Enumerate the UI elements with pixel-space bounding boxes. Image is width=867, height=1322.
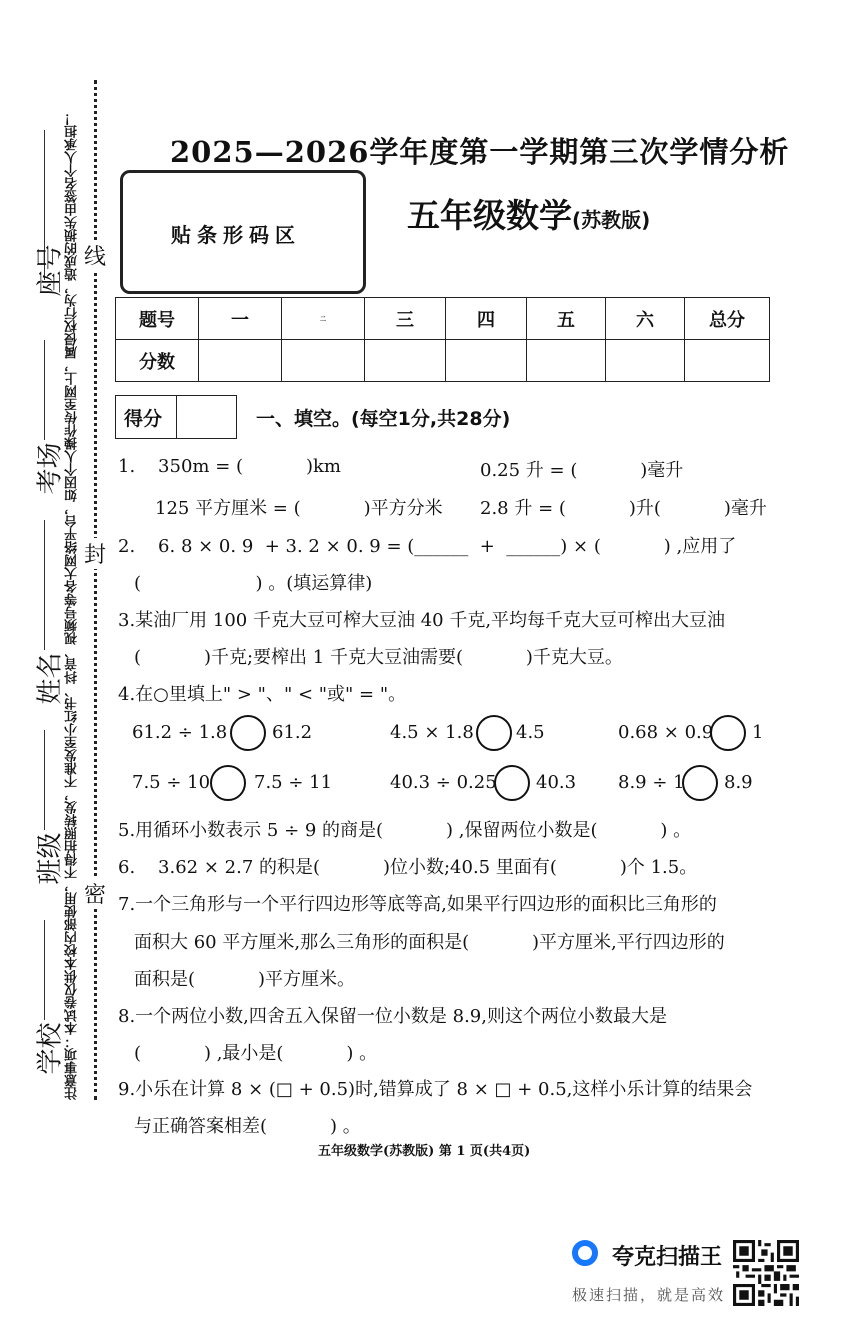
subject-title bbox=[407, 190, 650, 237]
compare-circle[interactable] bbox=[710, 715, 746, 751]
compare-circle[interactable] bbox=[494, 765, 530, 801]
score-cell[interactable] bbox=[606, 340, 685, 382]
subject-name: 五年级数学 bbox=[407, 196, 572, 235]
compare-circle[interactable] bbox=[230, 715, 266, 751]
q4-item-1-left: 61.2 ÷ 1.8 bbox=[132, 722, 228, 743]
question-1b: 0.25 升 = ( )毫升 bbox=[480, 460, 684, 481]
class-label: 班级 bbox=[35, 832, 66, 885]
school-label: 学校 bbox=[35, 1022, 66, 1075]
qr-code-icon bbox=[733, 1240, 799, 1306]
score-cell[interactable] bbox=[685, 340, 770, 382]
score-cell[interactable] bbox=[365, 340, 446, 382]
score-table-row1-label: 题号 bbox=[116, 298, 199, 340]
question-3b: ( )千克;要榨出 1 千克大豆油需要( )千克大豆。 bbox=[134, 647, 623, 668]
scanner-brand: 夸克扫描王 bbox=[612, 1245, 723, 1270]
compare-circle[interactable] bbox=[476, 715, 512, 751]
quark-logo-icon bbox=[572, 1240, 598, 1266]
question-7a: 7.一个三角形与一个平行四边形等底等高,如果平行四边形的面积比三角形的 bbox=[118, 894, 717, 915]
name-label: 姓名 bbox=[35, 652, 66, 705]
q4-item-1-right: 61.2 bbox=[272, 722, 313, 743]
room-label: 考场 bbox=[35, 442, 66, 495]
question-2a: 2. 6. 8 × 0. 9 + 3. 2 × 0. 9 = (______ + ______) × ( ) ,应用了 bbox=[118, 536, 737, 557]
question-4: 4.在○里填上" > "、" < "或" = "。 bbox=[118, 684, 407, 705]
score-cell[interactable] bbox=[199, 340, 282, 382]
q4-item-5-left: 40.3 ÷ 0.25 bbox=[390, 772, 497, 793]
page-footer: 五年级数学(苏教版) 第 1 页(共4页) bbox=[318, 1144, 531, 1159]
name-line-name bbox=[44, 520, 45, 650]
section-heading: 一、填空。(每空1分,共28分) bbox=[256, 408, 511, 430]
name-line-class bbox=[44, 730, 45, 830]
q4-item-2-right: 4.5 bbox=[516, 722, 545, 743]
q4-item-6-left: 8.9 ÷ 1 bbox=[618, 772, 685, 793]
barcode-label: 贴条形码区 bbox=[171, 223, 301, 247]
question-1d: 2.8 升 = ( )升( )毫升 bbox=[480, 498, 767, 519]
q4-item-6-right: 8.9 bbox=[724, 772, 753, 793]
subject-edition: (苏教版) bbox=[572, 208, 651, 232]
q4-item-4-right: 7.5 ÷ 11 bbox=[254, 772, 333, 793]
barcode-area bbox=[120, 170, 366, 294]
binding-dotted-line bbox=[94, 80, 97, 1100]
question-9a: 9.小乐在计算 8 × (□ + 0.5)时,错算成了 8 × □ + 0.5,这样小乐计算的结果会 bbox=[118, 1079, 753, 1100]
score-cell[interactable] bbox=[446, 340, 527, 382]
seal-line: 线 bbox=[84, 240, 106, 271]
question-9b: 与正确答案相差( ) 。 bbox=[134, 1116, 361, 1137]
question-5: 5.用循环小数表示 5 ÷ 9 的商是( ) ,保留两位小数是( ) 。 bbox=[118, 820, 692, 841]
question-6: 6. 3.62 × 2.7 的积是( )位小数;40.5 里面有( )个 1.5。 bbox=[118, 857, 698, 878]
question-3a: 3.某油厂用 100 千克大豆可榨大豆油 40 千克,平均每千克大豆可榨出大豆油 bbox=[118, 610, 726, 631]
seal-seal: 封 bbox=[84, 538, 106, 569]
seat-label: 座号 bbox=[35, 244, 66, 297]
score-cell[interactable] bbox=[282, 340, 365, 382]
scanner-slogan: 极速扫描，就是高效 bbox=[572, 1286, 726, 1304]
score-col-5: 五 bbox=[527, 298, 606, 340]
question-1c: 125 平方厘米 = ( )平方分米 bbox=[155, 498, 443, 519]
q4-item-3-left: 0.68 × 0.9 bbox=[618, 722, 714, 743]
score-col-1: 一 bbox=[199, 298, 282, 340]
question-1a: 1. 350m = ( )km bbox=[118, 456, 341, 477]
score-col-6: 六 bbox=[606, 298, 685, 340]
score-table bbox=[115, 297, 770, 382]
question-7b: 面积大 60 平方厘米,那么三角形的面积是( )平方厘米,平行四边形的 bbox=[134, 932, 725, 953]
score-table-header-row bbox=[116, 298, 770, 340]
score-cell[interactable] bbox=[527, 340, 606, 382]
score-col-2: 二 bbox=[282, 298, 365, 340]
section-score-box bbox=[115, 395, 237, 439]
score-table-score-row bbox=[116, 340, 770, 382]
score-col-3: 三 bbox=[365, 298, 446, 340]
question-8b: ( ) ,最小是( ) 。 bbox=[134, 1043, 378, 1064]
name-line-school bbox=[44, 920, 45, 1020]
compare-circle[interactable] bbox=[210, 765, 246, 801]
question-2b: ( ) 。(填运算律) bbox=[134, 573, 373, 594]
compare-circle[interactable] bbox=[682, 765, 718, 801]
section-score-cell[interactable] bbox=[176, 396, 235, 438]
name-line-room bbox=[44, 340, 45, 440]
q4-item-4-left: 7.5 ÷ 10 bbox=[132, 772, 211, 793]
exam-title: 2025—2026学年度第一学期第三次学情分析 bbox=[170, 135, 790, 169]
score-table-row2-label: 分数 bbox=[116, 340, 199, 382]
score-col-4: 四 bbox=[446, 298, 527, 340]
q4-item-3-right: 1 bbox=[752, 722, 764, 743]
score-col-total: 总分 bbox=[685, 298, 770, 340]
seal-secret: 密 bbox=[84, 878, 106, 909]
question-8a: 8.一个两位小数,四舍五入保留一位小数是 8.9,则这个两位小数最大是 bbox=[118, 1006, 667, 1027]
q4-item-2-left: 4.5 × 1.8 bbox=[390, 722, 474, 743]
question-7c: 面积是( )平方厘米。 bbox=[134, 969, 355, 990]
notice-text: 注意事项：本试卷仅供本校内部使用，不得拍照转发，不准发至小红书、抖音、视频号等各大网络平台，如因个人操作传至网上，属侵权行为，造成的损失由签名个人承担！ bbox=[65, 112, 80, 1100]
q4-item-5-right: 40.3 bbox=[536, 772, 577, 793]
section-score-label: 得分 bbox=[124, 408, 163, 430]
